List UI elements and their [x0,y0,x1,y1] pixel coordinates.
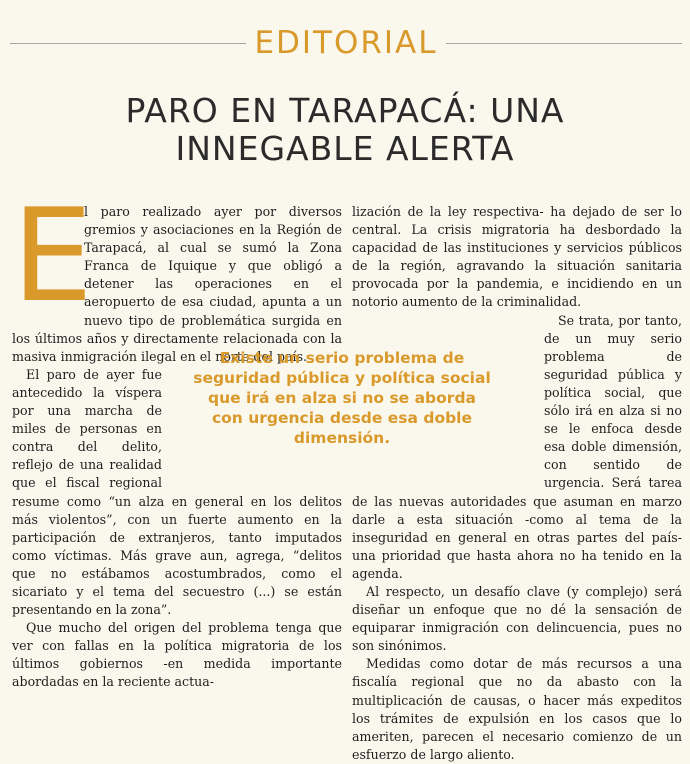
paragraph: Medidas como dotar de más recursos a una fiscalía regional que no da abasto con la multiplicación de causas, o hacer más expeditos los trámites de expulsión en los casos que lo ameriten, parecen el necesario comienzo de un esfuerzo de largo aliento. [352,656,682,762]
drop-cap: E [12,182,93,331]
paragraph: Que mucho del origen del problema tenga que ver con fallas en la política migratoria de los últimos gobiernos -en medida importante abordadas en la reciente actua- [12,620,342,690]
paragraph: Se trata, por tanto, de un muy serio problema de seguridad pública y política social, que sólo irá en alza si no se le enfoca desde esa doble dimensión, con sentido de urgencia. Será tarea de las nuevas autoridades que asuman en marzo darle a esta situación -como al tema de la inseguridad en general en otras partes del país- una prioridad que hasta ahora no ha tenido en la agenda. [352,312,682,581]
paragraph: El paro de ayer fue antecedido la víspera por una marcha de miles de personas en contra del delito, reflejo de una realidad que el fiscal regional resume como “un alza en general en los delitos más violentos”, con un fuerte aumento en la participación de extranjeros, tanto imputados como víctimas. Más grave aun, agrega, “delitos que no estábamos acostumbrados, como el sicariato y el tema del secuestro (...) se están presentando en la zona”. [12,366,342,618]
headline: PARO EN TARAPACÁ: UNA INNEGABLE ALERTA [125,91,565,168]
paragraph: lización de la ley respectiva- ha dejado de ser lo central. La crisis migratoria ha desbordado la capacidad de las instituciones y servicios públicos de la región, agravando la situación sanitaria provocada por la pandemia, e incidiendo en un notorio aumento de la criminalidad. [352,204,682,310]
paragraph: Al respecto, un desafío clave (y complejo) será diseñar un enfoque que no dé la sensación de equiparar inmigración con delincuencia, pues no son sinónimos. [352,583,682,654]
header-rule-right [446,43,682,44]
header-rule-left [10,43,246,44]
section-label: EDITORIAL [254,25,438,61]
column-right [352,203,682,764]
pull-quote: Existe un serio problema de seguridad pública y política social que irá en alza si no se aborda con urgencia desde esa doble dimensión. [193,349,491,447]
paragraph: l paro realizado ayer por diversos gremios y asociaciones en la Región de Tarapacá, al cual se sumó la Zona Franca de Iquique y que obligó a detener las operaciones en el aeropuerto de esa ciudad, apunta a un nuevo tipo de problemática surgida en los últimos años y directamente relacionada con la masiva inmigración ilegal en el norte del país. [12,204,342,364]
